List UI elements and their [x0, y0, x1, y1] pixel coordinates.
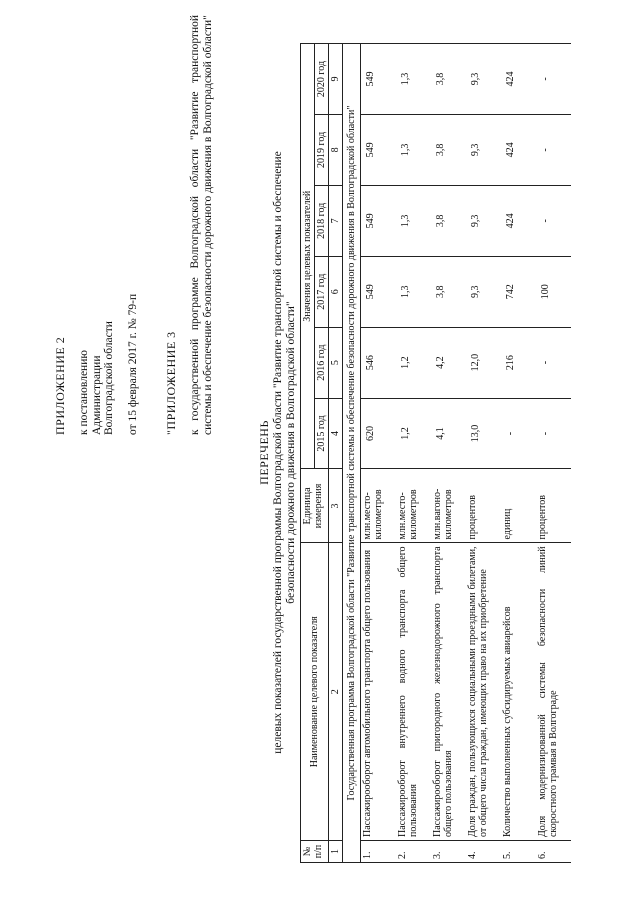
row-number: 1.: [361, 841, 397, 863]
value-cell: 3,8: [431, 44, 466, 115]
document-subtitle: [272, 140, 297, 765]
header-year: 2019 год: [315, 114, 329, 185]
value-cell: 1,3: [396, 114, 431, 185]
table-row: [396, 44, 431, 863]
appendix-2-ref-line: Администрации: [90, 355, 103, 435]
value-cell: 549: [361, 114, 397, 185]
indicator-unit: процентов: [466, 469, 501, 543]
indicator-unit: млн.место-километров: [361, 469, 397, 543]
value-cell: 549: [361, 256, 397, 327]
header-unit: Единица измерения: [301, 469, 329, 543]
value-cell: 1,3: [396, 256, 431, 327]
value-cell: -: [536, 114, 571, 185]
appendix-2-ref-line: Волгоградской области: [103, 321, 115, 435]
value-cell: 9,3: [466, 44, 501, 115]
value-cell: 9,3: [466, 114, 501, 185]
indicator-unit: единиц: [501, 469, 536, 543]
value-cell: 4,2: [431, 327, 466, 398]
column-number: 4: [329, 398, 343, 469]
value-cell: -: [536, 185, 571, 256]
table-row: [501, 44, 536, 863]
indicator-unit: млн.место-километров: [396, 469, 431, 543]
row-number: 6.: [536, 841, 571, 863]
header-year: 2017 год: [315, 256, 329, 327]
value-cell: 742: [501, 256, 536, 327]
header-name: Наименование целевого показателя: [301, 543, 329, 841]
header-year: 2018 год: [315, 185, 329, 256]
header-num: № п/п: [301, 841, 329, 863]
value-cell: 1,2: [396, 398, 431, 469]
value-cell: 1,3: [396, 44, 431, 115]
row-number: 5.: [501, 841, 536, 863]
value-cell: 546: [361, 327, 397, 398]
appendix-2-date-line: от 15 февраля 2017 г. № 79-п: [127, 293, 139, 435]
indicator-name: Пассажирооборот автомобильного транспорта общего пользования: [361, 543, 397, 841]
appendix-3-reference: к государственной программе Волгоградской области "Развитие транспортной системы и обеспечение безопасности дорожного движения в Волгоградской области": [189, 15, 214, 435]
value-cell: 620: [361, 398, 397, 469]
program-title-row: Государственная программа Волгоградской области "Развитие транспортной системы и обеспечение безопасности дорожного движения в Волгоградской области": [343, 44, 361, 863]
subtitle-line: целевых показателей государственной программы Волгоградской области "Развитие транспортной системы и обеспечение: [272, 151, 284, 754]
indicator-unit: процентов: [536, 469, 571, 543]
value-cell: 3,8: [431, 114, 466, 185]
value-cell: 549: [361, 185, 397, 256]
column-number: 7: [329, 185, 343, 256]
indicator-name: Доля модернизированной системы безопасности линий скоростного трамвая в Волгограде: [536, 543, 571, 841]
column-number: 5: [329, 327, 343, 398]
header-values-group: Значения целевых показателей: [301, 44, 315, 469]
header-year: 2020 год: [315, 44, 329, 115]
value-cell: 9,3: [466, 256, 501, 327]
table-row: [431, 44, 466, 863]
value-cell: 424: [501, 44, 536, 115]
value-cell: 1,2: [396, 327, 431, 398]
indicator-unit: млн.вагоно-километров: [431, 469, 466, 543]
value-cell: 424: [501, 114, 536, 185]
appendix-2-heading: ПРИЛОЖЕНИЕ 2: [53, 336, 67, 435]
value-cell: 3,8: [431, 185, 466, 256]
value-cell: -: [536, 398, 571, 469]
value-cell: 1,3: [396, 185, 431, 256]
value-cell: -: [501, 398, 536, 469]
value-cell: 424: [501, 185, 536, 256]
header-year: 2015 год: [315, 398, 329, 469]
value-cell: 12,0: [466, 327, 501, 398]
appendix-3-heading: "ПРИЛОЖЕНИЕ 3: [164, 331, 178, 435]
appendix-2-reference: [78, 321, 116, 435]
table-row: [536, 44, 571, 863]
row-number: 3.: [431, 841, 466, 863]
table-row: [361, 44, 397, 863]
column-number: 3: [329, 469, 343, 543]
value-cell: 3,8: [431, 256, 466, 327]
value-cell: 100: [536, 256, 571, 327]
column-number: 9: [329, 44, 343, 115]
indicators-table: [300, 43, 571, 863]
indicator-name: Количество выполненных субсидируемых авиарейсов: [501, 543, 536, 841]
column-number: 2: [329, 543, 343, 841]
value-cell: 549: [361, 44, 397, 115]
value-cell: 9,3: [466, 185, 501, 256]
appendix-2-ref-line: к постановлению: [78, 350, 90, 435]
row-number: 2.: [396, 841, 431, 863]
value-cell: -: [536, 327, 571, 398]
indicator-name: Пассажирооборот пригородного железнодорожного транспорта общего пользования: [431, 543, 466, 841]
table-row: [466, 44, 501, 863]
row-number: 4.: [466, 841, 501, 863]
column-number: 1: [329, 841, 343, 863]
value-cell: 13,0: [466, 398, 501, 469]
column-number: 6: [329, 256, 343, 327]
value-cell: -: [536, 44, 571, 115]
value-cell: 216: [501, 327, 536, 398]
column-number: 8: [329, 114, 343, 185]
header-year: 2016 год: [315, 327, 329, 398]
document-title: ПЕРЕЧЕНЬ: [257, 420, 271, 485]
indicator-name: Пассажирооборот внутреннего водного транспорта общего пользования: [396, 543, 431, 841]
value-cell: 4,1: [431, 398, 466, 469]
subtitle-line: безопасности дорожного движения в Волгоградской области": [284, 301, 297, 604]
indicator-name: Доля граждан, пользующихся социальными проездными билетами, от общего числа граждан, имеющих право на их приобретение: [466, 543, 501, 841]
